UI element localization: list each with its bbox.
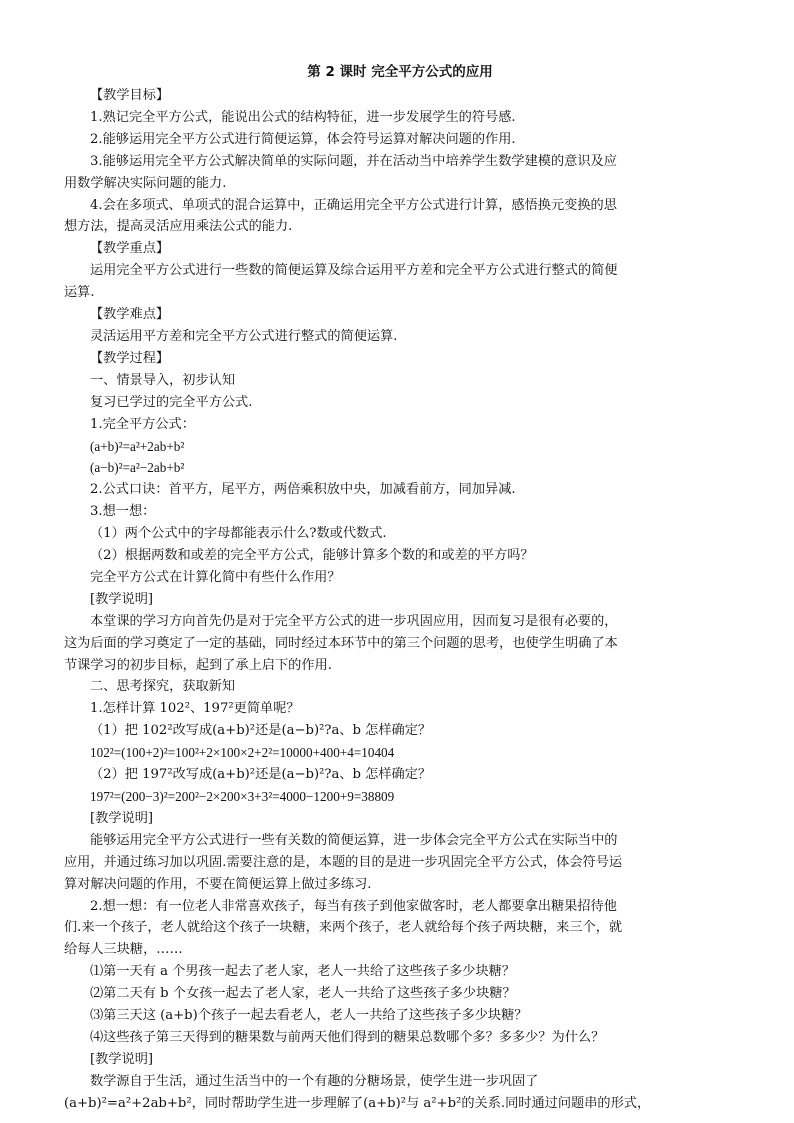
text-line: (a+b)²=a²+2ab+b²，同时帮助学生进一步理解了(a+b)²与 a²+b²的关系.同时通过问题串的形式， — [64, 1095, 651, 1111]
text-line: 灵活运用平方差和完全平方公式进行整式的简便运算. — [90, 328, 398, 344]
text-line: [教学说明] — [90, 810, 154, 826]
text-line: ⑵第二天有 b 个女孩一起去了老人家，老人一共给了这些孩子多少块糖？ — [90, 986, 516, 1002]
text-line: 应用，并通过练习加以巩固.需要注意的是，本题的目的是进一步巩固完全平方公式，体会符号运 — [64, 854, 623, 870]
text-line: ⑴第一天有 a 个男孩一起去了老人家，老人一共给了这些孩子多少块糖？ — [90, 964, 516, 980]
text-line: 1.完全平方公式： — [90, 416, 195, 432]
text-line: 本堂课的学习方向首先仍是对于完全平方公式的进一步巩固应用，因而复习是很有必要的， — [90, 613, 618, 629]
document-body — [64, 85, 736, 1115]
text-line: 【教学难点】 — [90, 307, 170, 323]
text-line: （1）把 102²改写成(a+b)²还是(a−b)²?a、b 怎样确定？ — [90, 723, 432, 739]
page-title: 第 2 课时 完全平方公式的应用 — [307, 64, 493, 80]
text-line: 想方法，提高灵活应用乘法公式的能力. — [64, 219, 293, 235]
text-line: 【教学过程】 — [90, 350, 170, 366]
text-line: （1）两个公式中的字母都能表示什么?数或代数式. — [90, 526, 387, 542]
text-line: 节课学习的初步目标，起到了承上启下的作用. — [64, 657, 332, 673]
text-line: 一、情景导入，初步认知 — [90, 372, 236, 388]
text-line: 们.来一个孩子，老人就给这个孩子一块糖，来两个孩子，老人就给每个孩子两块糖，来三个，就 — [64, 920, 623, 936]
text-line: [教学说明] — [90, 591, 154, 607]
text-line: 3.想一想： — [90, 504, 156, 520]
text-line: 102²=(100+2)²=100²+2×100×2+2²=10000+400+4=10404 — [90, 745, 395, 761]
text-line: 完全平方公式在计算化简中有些什么作用？ — [90, 569, 341, 585]
text-line: 给每人三块糖，…… — [64, 942, 183, 958]
text-line: 能够运用完全平方公式进行一些有关数的简便运算，进一步体会完全平方公式在实际当中的 — [90, 832, 618, 848]
text-line: 【教学重点】 — [90, 241, 170, 257]
text-line: 运算. — [64, 285, 95, 301]
text-line: 用数学解决实际问题的能力. — [64, 175, 227, 191]
document-page — [64, 62, 736, 1115]
text-line: ⑷这些孩子第三天得到的糖果数与前两天他们得到的糖果总数哪个多？多多少？为什么？ — [90, 1029, 605, 1045]
text-line: 2.公式口诀：首平方，尾平方，两倍乘积放中央，加减看前方，同加异减. — [90, 482, 516, 498]
text-line: （2）把 197²改写成(a+b)²还是(a−b)²?a、b 怎样确定？ — [90, 767, 432, 783]
text-line: 算对解决问题的作用，不要在简便运算上做过多练习. — [64, 876, 372, 892]
text-line: (a+b)²=a²+2ab+b² — [90, 438, 185, 454]
text-line: 1.熟记完全平方公式，能说出公式的结构特征，进一步发展学生的符号感. — [90, 109, 516, 125]
text-line: （2）根据两数和或差的完全平方公式，能够计算多个数的和或差的平方吗？ — [90, 548, 534, 564]
text-line: (a−b)²=a²−2ab+b² — [90, 460, 185, 476]
text-line: 这为后面的学习奠定了一定的基础，同时经过本环节中的第三个问题的思考，也使学生明确了本 — [64, 635, 618, 651]
text-line: 复习已学过的完全平方公式. — [90, 394, 253, 410]
text-line: 3.能够运用完全平方公式解决简单的实际问题，并在活动当中培养学生数学建模的意识及应 — [90, 153, 617, 169]
text-line: 2.想一想：有一位老人非常喜欢孩子，每当有孩子到他家做客时，老人都要拿出糖果招待他 — [90, 898, 617, 914]
text-line: 二、思考探究，获取新知 — [90, 679, 236, 695]
text-line: 运用完全平方公式进行一些数的简便运算及综合运用平方差和完全平方公式进行整式的简便 — [90, 263, 618, 279]
text-line: 197²=(200−3)²=200²−2×200×3+3²=4000−1200+9=38809 — [90, 789, 395, 804]
text-line: [教学说明] — [90, 1051, 154, 1067]
text-line: 2.能够运用完全平方公式进行简便运算，体会符号运算对解决问题的作用. — [90, 131, 516, 147]
text-line: 数学源自于生活，通过生活当中的一个有趣的分糖场景，使学生进一步巩固了 — [90, 1073, 539, 1089]
text-line: 4.会在多项式、单项式的混合运算中，正确运用完全平方公式进行计算，感悟换元变换的思 — [90, 197, 617, 213]
text-line: 1.怎样计算 102²、197²更简单呢？ — [90, 701, 300, 717]
text-line: ⑶第三天这 (a+b)个孩子一起去看老人，老人一共给了这些孩子多少块糖？ — [90, 1008, 528, 1024]
text-line: 【教学目标】 — [90, 88, 170, 103]
